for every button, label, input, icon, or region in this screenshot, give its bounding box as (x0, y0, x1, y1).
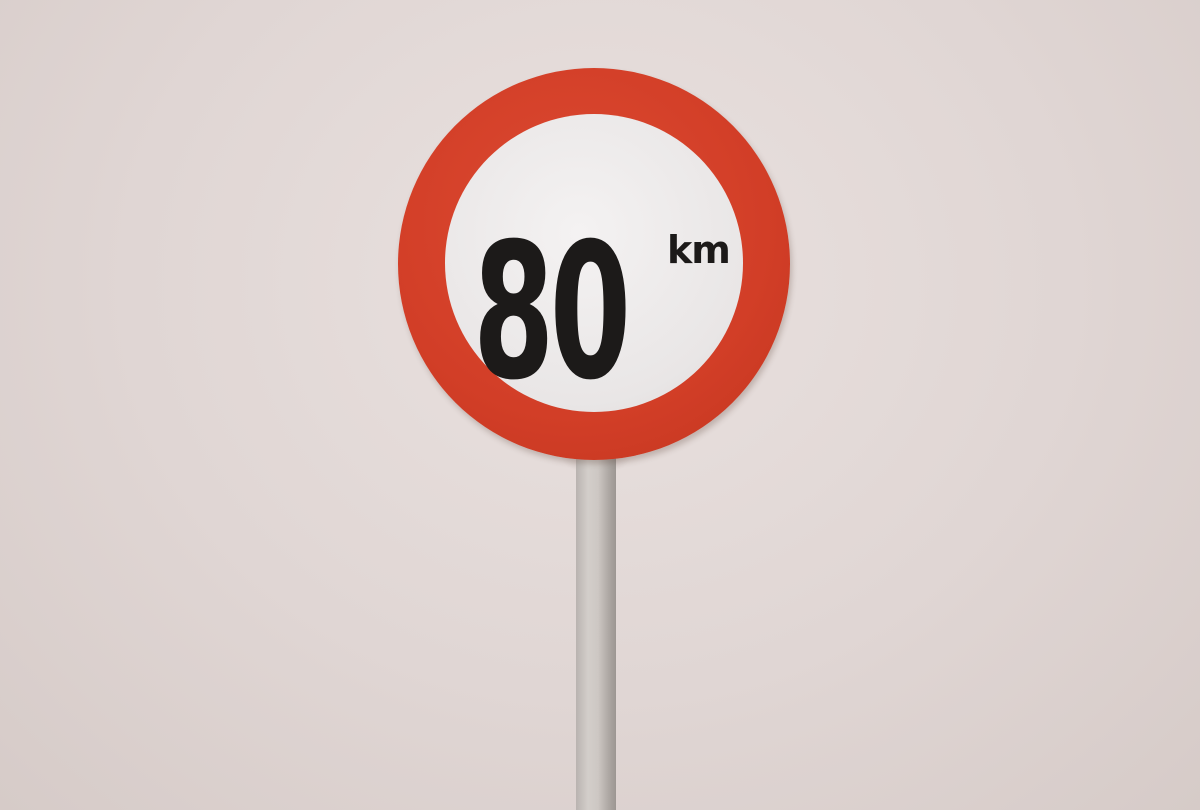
speed-limit-unit: km (667, 228, 730, 272)
speed-limit-sign (398, 68, 790, 460)
sign-pole (576, 455, 616, 810)
sign-face (445, 114, 743, 422)
speed-limit-value: 80 (473, 204, 627, 422)
